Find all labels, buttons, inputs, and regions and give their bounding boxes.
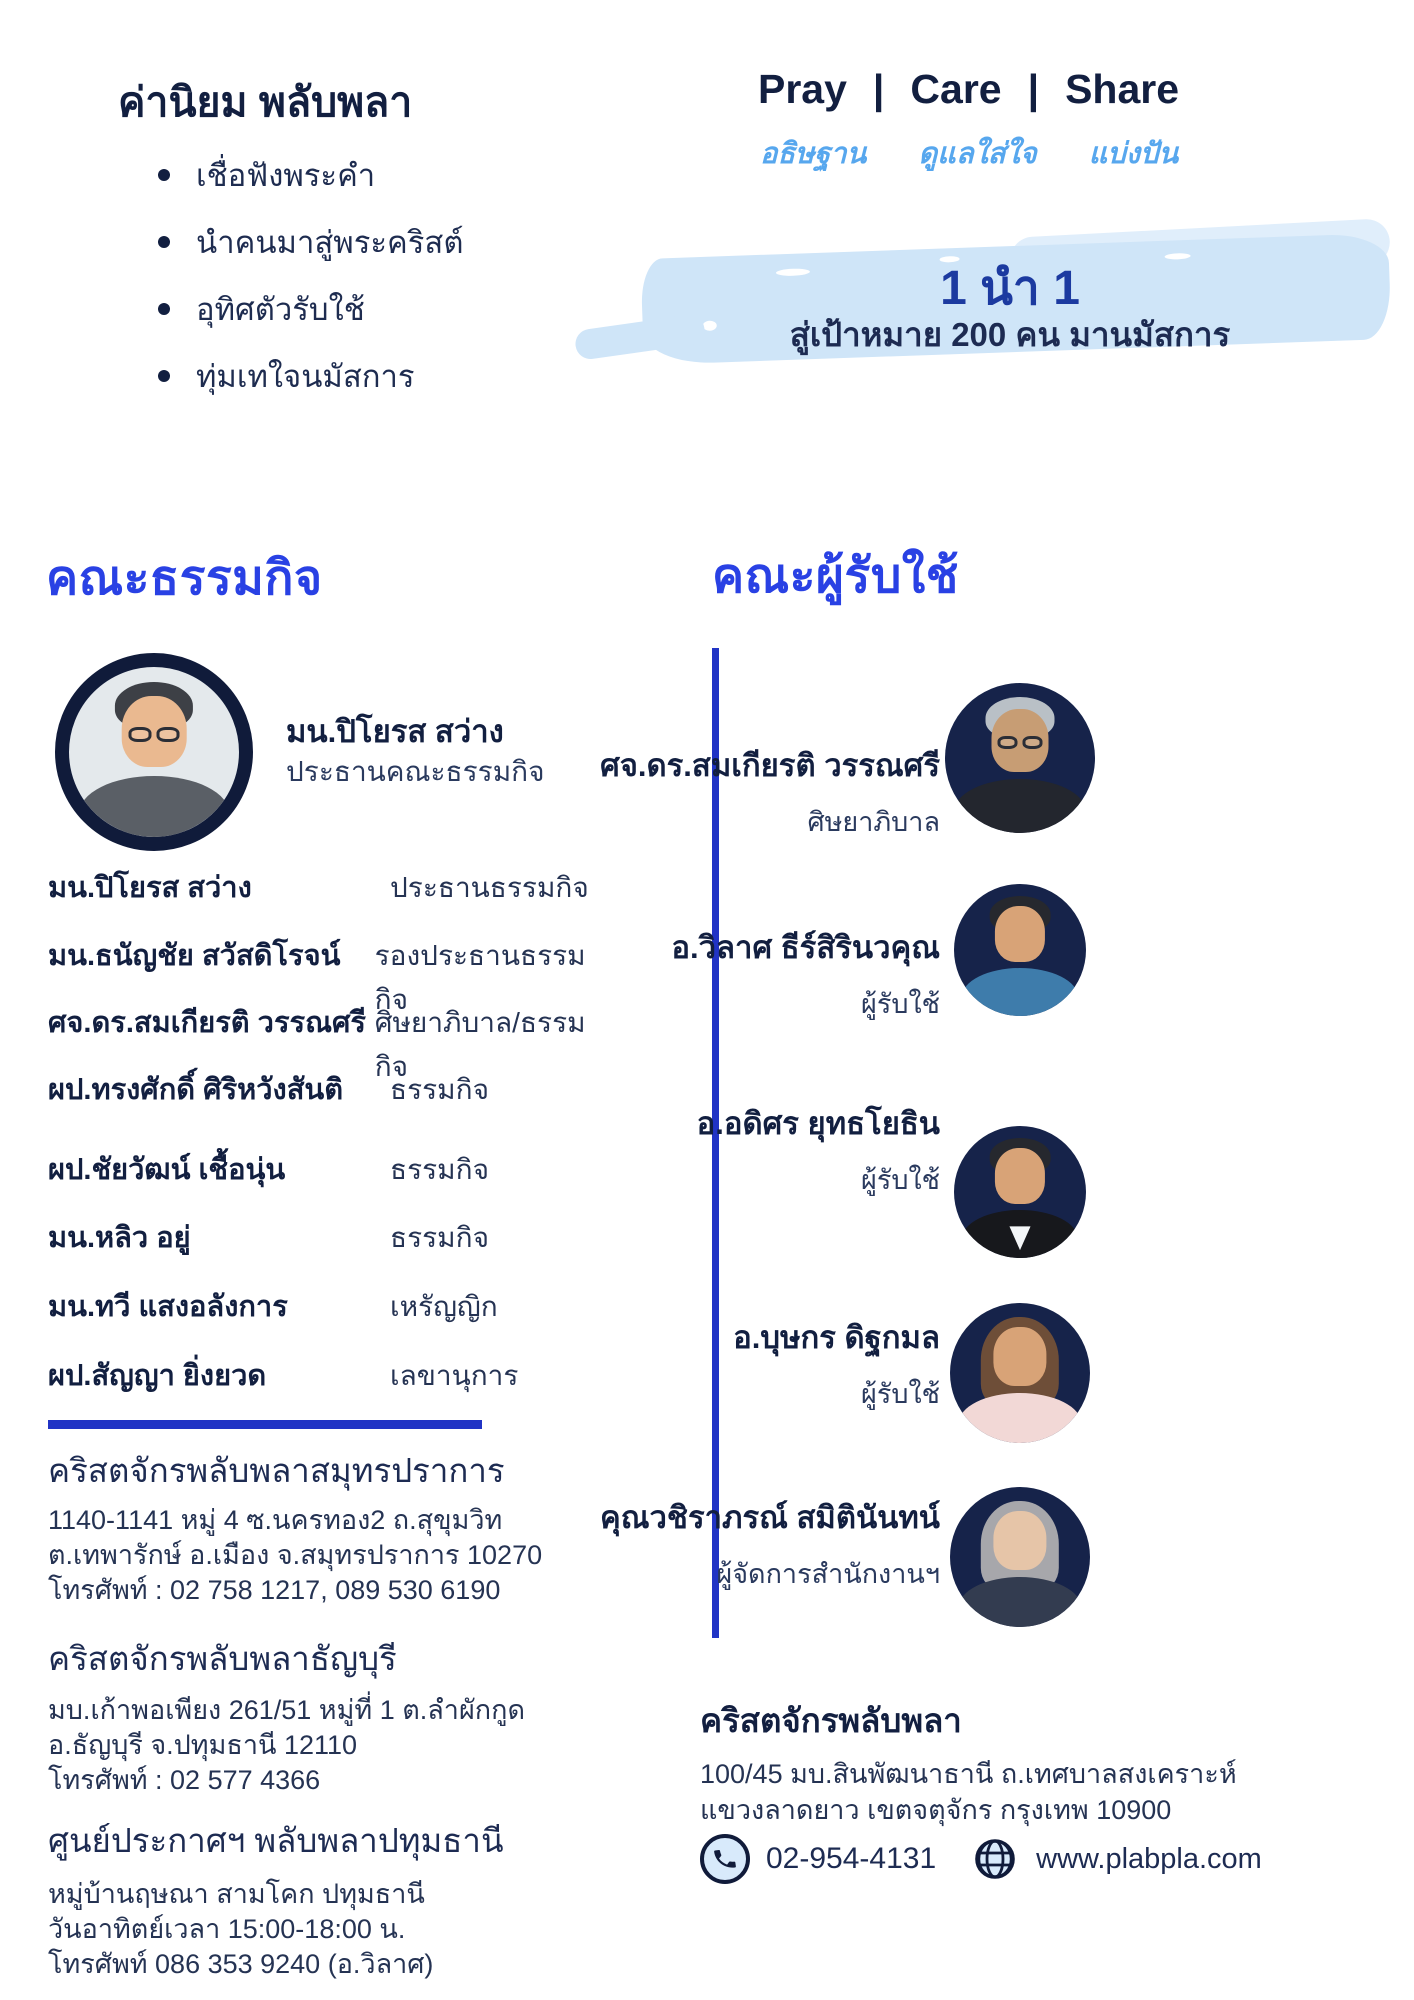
member-role: ธรรมกิจ <box>390 1074 489 1105</box>
motto-separator: | <box>1027 66 1040 112</box>
minister-role: ผู้รับใช้ <box>861 989 940 1019</box>
minister-entry <box>466 922 940 1025</box>
church-phone-line: โทรศัพท์ : 02 577 4366 <box>48 1765 321 1795</box>
motto-separator: | <box>872 66 885 112</box>
portrait-minister-1 <box>945 683 1095 833</box>
member-role: ประธานธรรมกิจ <box>390 872 589 903</box>
minister-name: คุณวชิราภรณ์ สมิตินันทน์ <box>600 1500 940 1535</box>
member-name: มน.หลิว อยู่ <box>48 1222 191 1254</box>
minister-entry <box>466 1312 940 1415</box>
minister-entry <box>466 740 940 843</box>
ministers-section-title: คณะผู้รับใช้ <box>712 550 959 603</box>
phone-icon <box>700 1834 750 1884</box>
church-title: คริสตจักรพลับพลาสมุทรปราการ <box>48 1452 505 1489</box>
church-address-line: หมู่บ้านฤษณา สามโคก ปทุมธานี <box>48 1879 425 1909</box>
office-website: www.plabpla.com <box>1036 1842 1262 1875</box>
church-phone-line: โทรศัพท์ : 02 758 1217, 089 530 6190 <box>48 1575 501 1605</box>
committee-row <box>48 1214 608 1260</box>
minister-name: ศจ.ดร.สมเกียรติ วรรณศรี <box>600 748 940 783</box>
chairman-role: ประธานคณะธรรมกิจ <box>286 756 545 787</box>
values-title: ค่านิยม พลับพลา <box>118 79 413 125</box>
motto-english <box>758 66 1179 113</box>
office-address-line: แขวงลาดยาว เขตจตุจักร กรุงเทพ 10900 <box>700 1795 1172 1825</box>
member-name: ผป.ทรงศักดิ์ ศิริหวังสันติ <box>48 1074 344 1106</box>
portrait-committee-chairman <box>55 653 253 851</box>
value-item <box>158 217 463 267</box>
goal-banner-headline: 1 นำ 1 <box>940 262 1080 315</box>
section-divider <box>48 1420 482 1429</box>
church-phone-line: โทรศัพท์ 086 353 9240 (อ.วิลาศ) <box>48 1949 434 1979</box>
globe-icon <box>970 1834 1020 1884</box>
minister-name: อ.วิลาศ ธีร์สิรินวคุณ <box>671 930 940 965</box>
committee-section-title: คณะธรรมกิจ <box>46 552 323 605</box>
chairman-name: มน.ปิโยรส สว่าง <box>286 714 504 749</box>
value-item <box>158 351 415 401</box>
member-role: รองประธานธรรมกิจ <box>374 940 586 1015</box>
bullet-dot-icon <box>158 303 170 315</box>
member-name: ศจ.ดร.สมเกียรติ วรรณศรี <box>48 1007 366 1039</box>
bullet-dot-icon <box>158 236 170 248</box>
member-name: มน.ทวี แสงอลังการ <box>48 1291 288 1323</box>
church-address-line: อ.ธัญบุรี จ.ปทุมธานี 12110 <box>48 1730 358 1760</box>
portrait-minister-3 <box>954 1126 1086 1258</box>
committee-row <box>48 864 608 910</box>
minister-name: อ.บุษกร ดิฐกมล <box>733 1320 940 1355</box>
main-office-title: คริสตจักรพลับพลา <box>700 1702 962 1739</box>
motto-thai-word: แบ่งปัน <box>1088 138 1179 170</box>
church-schedule-line: วันอาทิตย์เวลา 15:00-18:00 น. <box>48 1914 406 1944</box>
member-name: มน.ธนัญชัย สวัสดิโรจน์ <box>48 940 341 972</box>
portrait-minister-4 <box>950 1303 1090 1443</box>
church-title: ศูนย์ประกาศฯ พลับพลาปทุมธานี <box>48 1822 504 1859</box>
office-phone-number: 02-954-4131 <box>766 1842 937 1875</box>
value-label: ทุ่มเทใจนมัสการ <box>196 359 415 394</box>
motto-word: Care <box>910 66 1002 112</box>
bullet-dot-icon <box>158 169 170 181</box>
church-address-line: ต.เทพารักษ์ อ.เมือง จ.สมุทรปราการ 10270 <box>48 1540 543 1570</box>
motto-thai <box>760 130 1178 176</box>
value-item <box>158 284 365 334</box>
member-role: เหรัญญิก <box>390 1291 498 1322</box>
motto-thai-word: ดูแลใส่ใจ <box>918 138 1037 170</box>
minister-role: ศิษยาภิบาล <box>807 807 940 837</box>
value-label: นำคนมาสู่พระคริสต์ <box>196 225 464 260</box>
value-label: เชื่อฟังพระคำ <box>196 158 376 193</box>
bullet-dot-icon <box>158 370 170 382</box>
member-name: ผป.ชัยวัฒน์ เชื้อนุ่น <box>48 1154 286 1186</box>
minister-role: ผู้รับใช้ <box>861 1165 940 1195</box>
church-address-line: มบ.เก้าพอเพียง 261/51 หมู่ที่ 1 ต.ลำผักกูด <box>48 1695 526 1725</box>
motto-word: Pray <box>758 66 847 112</box>
portrait-minister-2 <box>954 884 1086 1016</box>
member-role: ศิษยาภิบาล/ธรรมกิจ <box>374 1007 586 1082</box>
portrait-minister-5 <box>950 1487 1090 1627</box>
member-name: ผป.สัญญา ยิ่งยวด <box>48 1360 267 1392</box>
glasses-icon <box>129 727 180 742</box>
motto-word: Share <box>1065 66 1180 112</box>
member-role: เลขานุการ <box>390 1360 519 1391</box>
value-item <box>158 150 375 200</box>
member-role: ธรรมกิจ <box>390 1154 489 1185</box>
goal-banner-subline: สู่เป้าหมาย 200 คน มานมัสการ <box>789 316 1231 353</box>
minister-role: ผู้จัดการสำนักงานฯ <box>716 1559 940 1589</box>
minister-entry <box>466 1098 940 1201</box>
value-label: อุทิศตัวรับใช้ <box>196 292 365 327</box>
contact-row <box>700 1834 1262 1884</box>
minister-entry <box>466 1492 940 1595</box>
motto-thai-word: อธิษฐาน <box>760 138 867 170</box>
minister-role: ผู้รับใช้ <box>861 1379 940 1409</box>
church-title: คริสตจักรพลับพลาธัญบุรี <box>48 1640 397 1677</box>
member-role: ธรรมกิจ <box>390 1222 489 1253</box>
church-address-line: 1140-1141 หมู่ 4 ซ.นครทอง2 ถ.สุขุมวิท <box>48 1505 503 1535</box>
member-name: มน.ปิโยรส สว่าง <box>48 872 252 904</box>
office-address-line: 100/45 มบ.สินพัฒนาธานี ถ.เทศบาลสงเคราะห์ <box>700 1759 1237 1789</box>
glasses-icon <box>998 736 1043 750</box>
minister-name: อ.อดิศร ยุทธโยธิน <box>696 1106 940 1141</box>
